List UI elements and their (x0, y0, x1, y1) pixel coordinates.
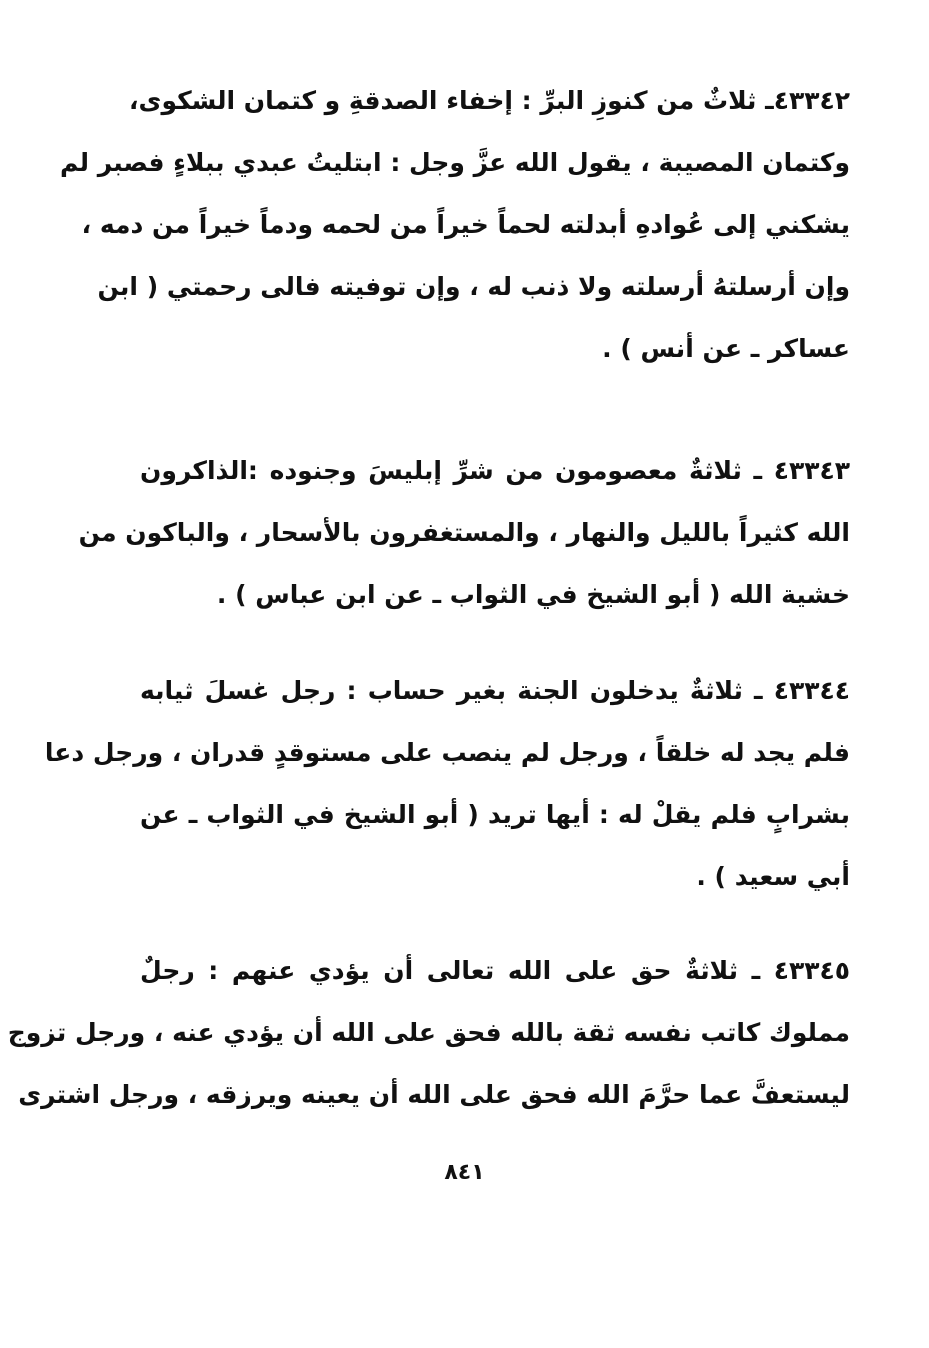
text-line: ٤٣٣٤٢ـ ثلاثٌ من كنوزِ البرِّ : إخفاء الصدقةِ و كتمان الشكوى، (129, 86, 850, 115)
text-line: بشرابٍ فلم يقلْ له : أيها تريد ( أبو الشيخ في الثواب ـ عن (140, 800, 850, 829)
text-line: فلم يجد له خلقاً ، ورجل لم ينصب على مستوقدٍ قدران ، ورجل دعا (44, 738, 850, 767)
text-line: وكتمان المصيبة ، يقول الله عزَّ وجل : ابتليتُ عبدي ببلاءٍ فصبر لم (60, 148, 850, 177)
hadith-4342 (60, 70, 850, 380)
text-line: ٤٣٣٤٤ ـ ثلاثةٌ يدخلون الجنة بغير حساب : رجل غسلَ ثيابه (140, 676, 850, 705)
text-line: ٤٣٣٤٥ ـ ثلاثةٌ حق على الله تعالى أن يؤدي عنهم : رجلٌ (140, 956, 850, 985)
text-line: ليستعفَّ عما حرَّمَ الله فحق على الله أن يعينه ويرزقه ، ورجل اشترى (18, 1080, 850, 1109)
hadith-4344 (44, 660, 850, 908)
hadith-4345 (7, 940, 850, 1126)
text-line: أبي سعيد ) . (696, 862, 850, 891)
text-line: ٤٣٣٤٣ ـ ثلاثةٌ معصومون من شرِّ إبليسَ وجنوده :الذاكرون (140, 456, 850, 485)
text-line: وإن أرسلتهُ أرسلته ولا ذنب له ، وإن توفيته فالى رحمتي ( ابن (97, 272, 850, 301)
hadith-4343 (78, 440, 850, 626)
text-line: الله كثيراً بالليل والنهار ، والمستغفرون بالأسحار ، والباكون من (78, 518, 850, 547)
text-line: عساكر ـ عن أنس ) . (602, 334, 850, 363)
text-line: خشية الله ( أبو الشيخ في الثواب ـ عن ابن عباس ) . (216, 580, 850, 609)
text-line: يشكني إلى عُوادهِ أبدلته لحماً خيراً من لحمه ودماً خيراً من دمه ، (81, 210, 850, 239)
text-line: مملوك كاتب نفسه ثقة بالله فحق على الله أن يؤدي عنه ، ورجل تزوج (7, 1018, 850, 1047)
page-number: ٨٤١ (444, 1160, 485, 1185)
